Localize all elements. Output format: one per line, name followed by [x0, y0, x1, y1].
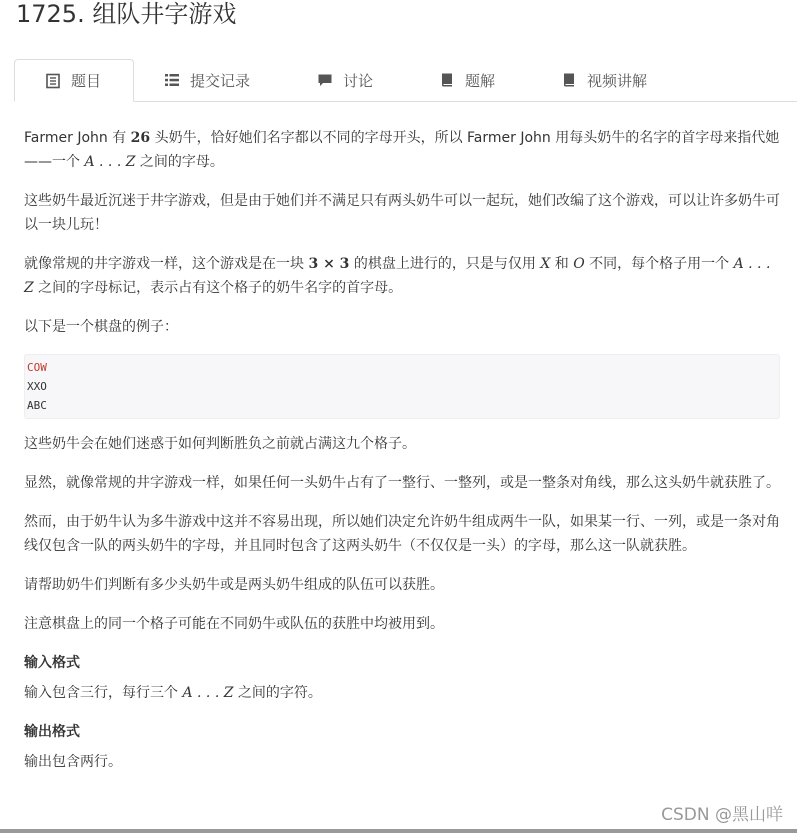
chat-icon: [317, 72, 333, 88]
code-line: ABC: [27, 399, 47, 412]
tab-video[interactable]: [561, 59, 647, 101]
tab-submissions[interactable]: [164, 59, 250, 101]
code-line: XXO: [27, 380, 47, 393]
input-format-text: 输入包含三行，每行三个 A . . . Z 之间的字符。: [24, 685, 322, 701]
tab-label: 提交记录: [190, 71, 251, 90]
paragraph: Farmer John 有 26 头奶牛，恰好她们名字都以不同的字母开头，所以 Farmer John 用每头奶牛的名字的首字母来指代她——一个 A . . . Z 之间的字母。: [24, 130, 780, 170]
page-title: 1725. 组队井字游戏: [16, 0, 237, 28]
tab-discussion[interactable]: [317, 59, 373, 101]
paragraph: 这些奶牛最近沉迷于井字游戏，但是由于她们并不满足只有两头奶牛可以一起玩，她们改编了这个游戏，可以让许多奶牛可以一块儿玩！: [24, 193, 780, 233]
scrollbar[interactable]: [0, 829, 797, 833]
tab-label: 讨论: [343, 71, 374, 90]
paragraph: 然而，由于奶牛认为多牛游戏中这并不容易出现，所以她们决定允许奶牛组成两牛一队，如果某一行、一列，或是一条对角线仅包含一队的两头奶牛的字母，并且同时包含了这两头奶牛（不仅仅是一头）的字母，那么这一队就获胜。: [24, 514, 780, 554]
math-o: O: [573, 256, 585, 272]
watermark: CSDN @黑山咩: [661, 805, 783, 825]
paragraph: 以下是一个棋盘的例子：: [24, 319, 178, 335]
input-format-heading: 输入格式: [24, 655, 80, 671]
paragraph: 注意棋盘上的同一个格子可能在不同奶牛或队伍的获胜中均被用到。: [24, 616, 444, 632]
tab-solutions[interactable]: [439, 59, 495, 101]
paragraph: 就像常规的井字游戏一样，这个游戏是在一块 3 × 3 的棋盘上进行的，只是与仅用 X 和 O 不同，每个格子用一个 A . . . Z 之间的字母标记，表示占有这个格子的奶牛名字的首字母。: [24, 256, 771, 296]
book-icon: [561, 72, 577, 88]
book-icon: [439, 72, 455, 88]
math-range: A . . . Z: [182, 685, 234, 701]
problem-description: [24, 126, 780, 789]
paragraph: 这些奶牛会在她们迷惑于如何判断胜负之前就占满这九个格子。: [24, 436, 416, 452]
tab-bar: [14, 59, 797, 102]
tab-problem[interactable]: [14, 59, 134, 102]
output-format-heading: 输出格式: [24, 724, 80, 740]
tab-label: 题目: [71, 72, 102, 90]
document-icon: [45, 73, 61, 89]
math-number: 26: [130, 130, 151, 146]
list-icon: [164, 72, 180, 88]
math-board-size: 3 × 3: [308, 256, 350, 272]
math-range: A . . . Z: [24, 256, 771, 296]
code-block: [24, 354, 780, 419]
code-line: COW: [27, 361, 47, 374]
tab-label: 视频讲解: [587, 71, 648, 90]
paragraph: 显然，就像常规的井字游戏一样，如果任何一头奶牛占有了一整行、一整列，或是一整条对角线，那么这头奶牛就获胜了。: [24, 475, 780, 491]
output-format-text: 输出包含两行。: [24, 754, 122, 770]
paragraph: 请帮助奶牛们判断有多少头奶牛或是两头奶牛组成的队伍可以获胜。: [24, 577, 444, 593]
math-x: X: [540, 256, 551, 272]
tab-label: 题解: [465, 71, 496, 90]
math-range: A . . . Z: [84, 154, 136, 170]
